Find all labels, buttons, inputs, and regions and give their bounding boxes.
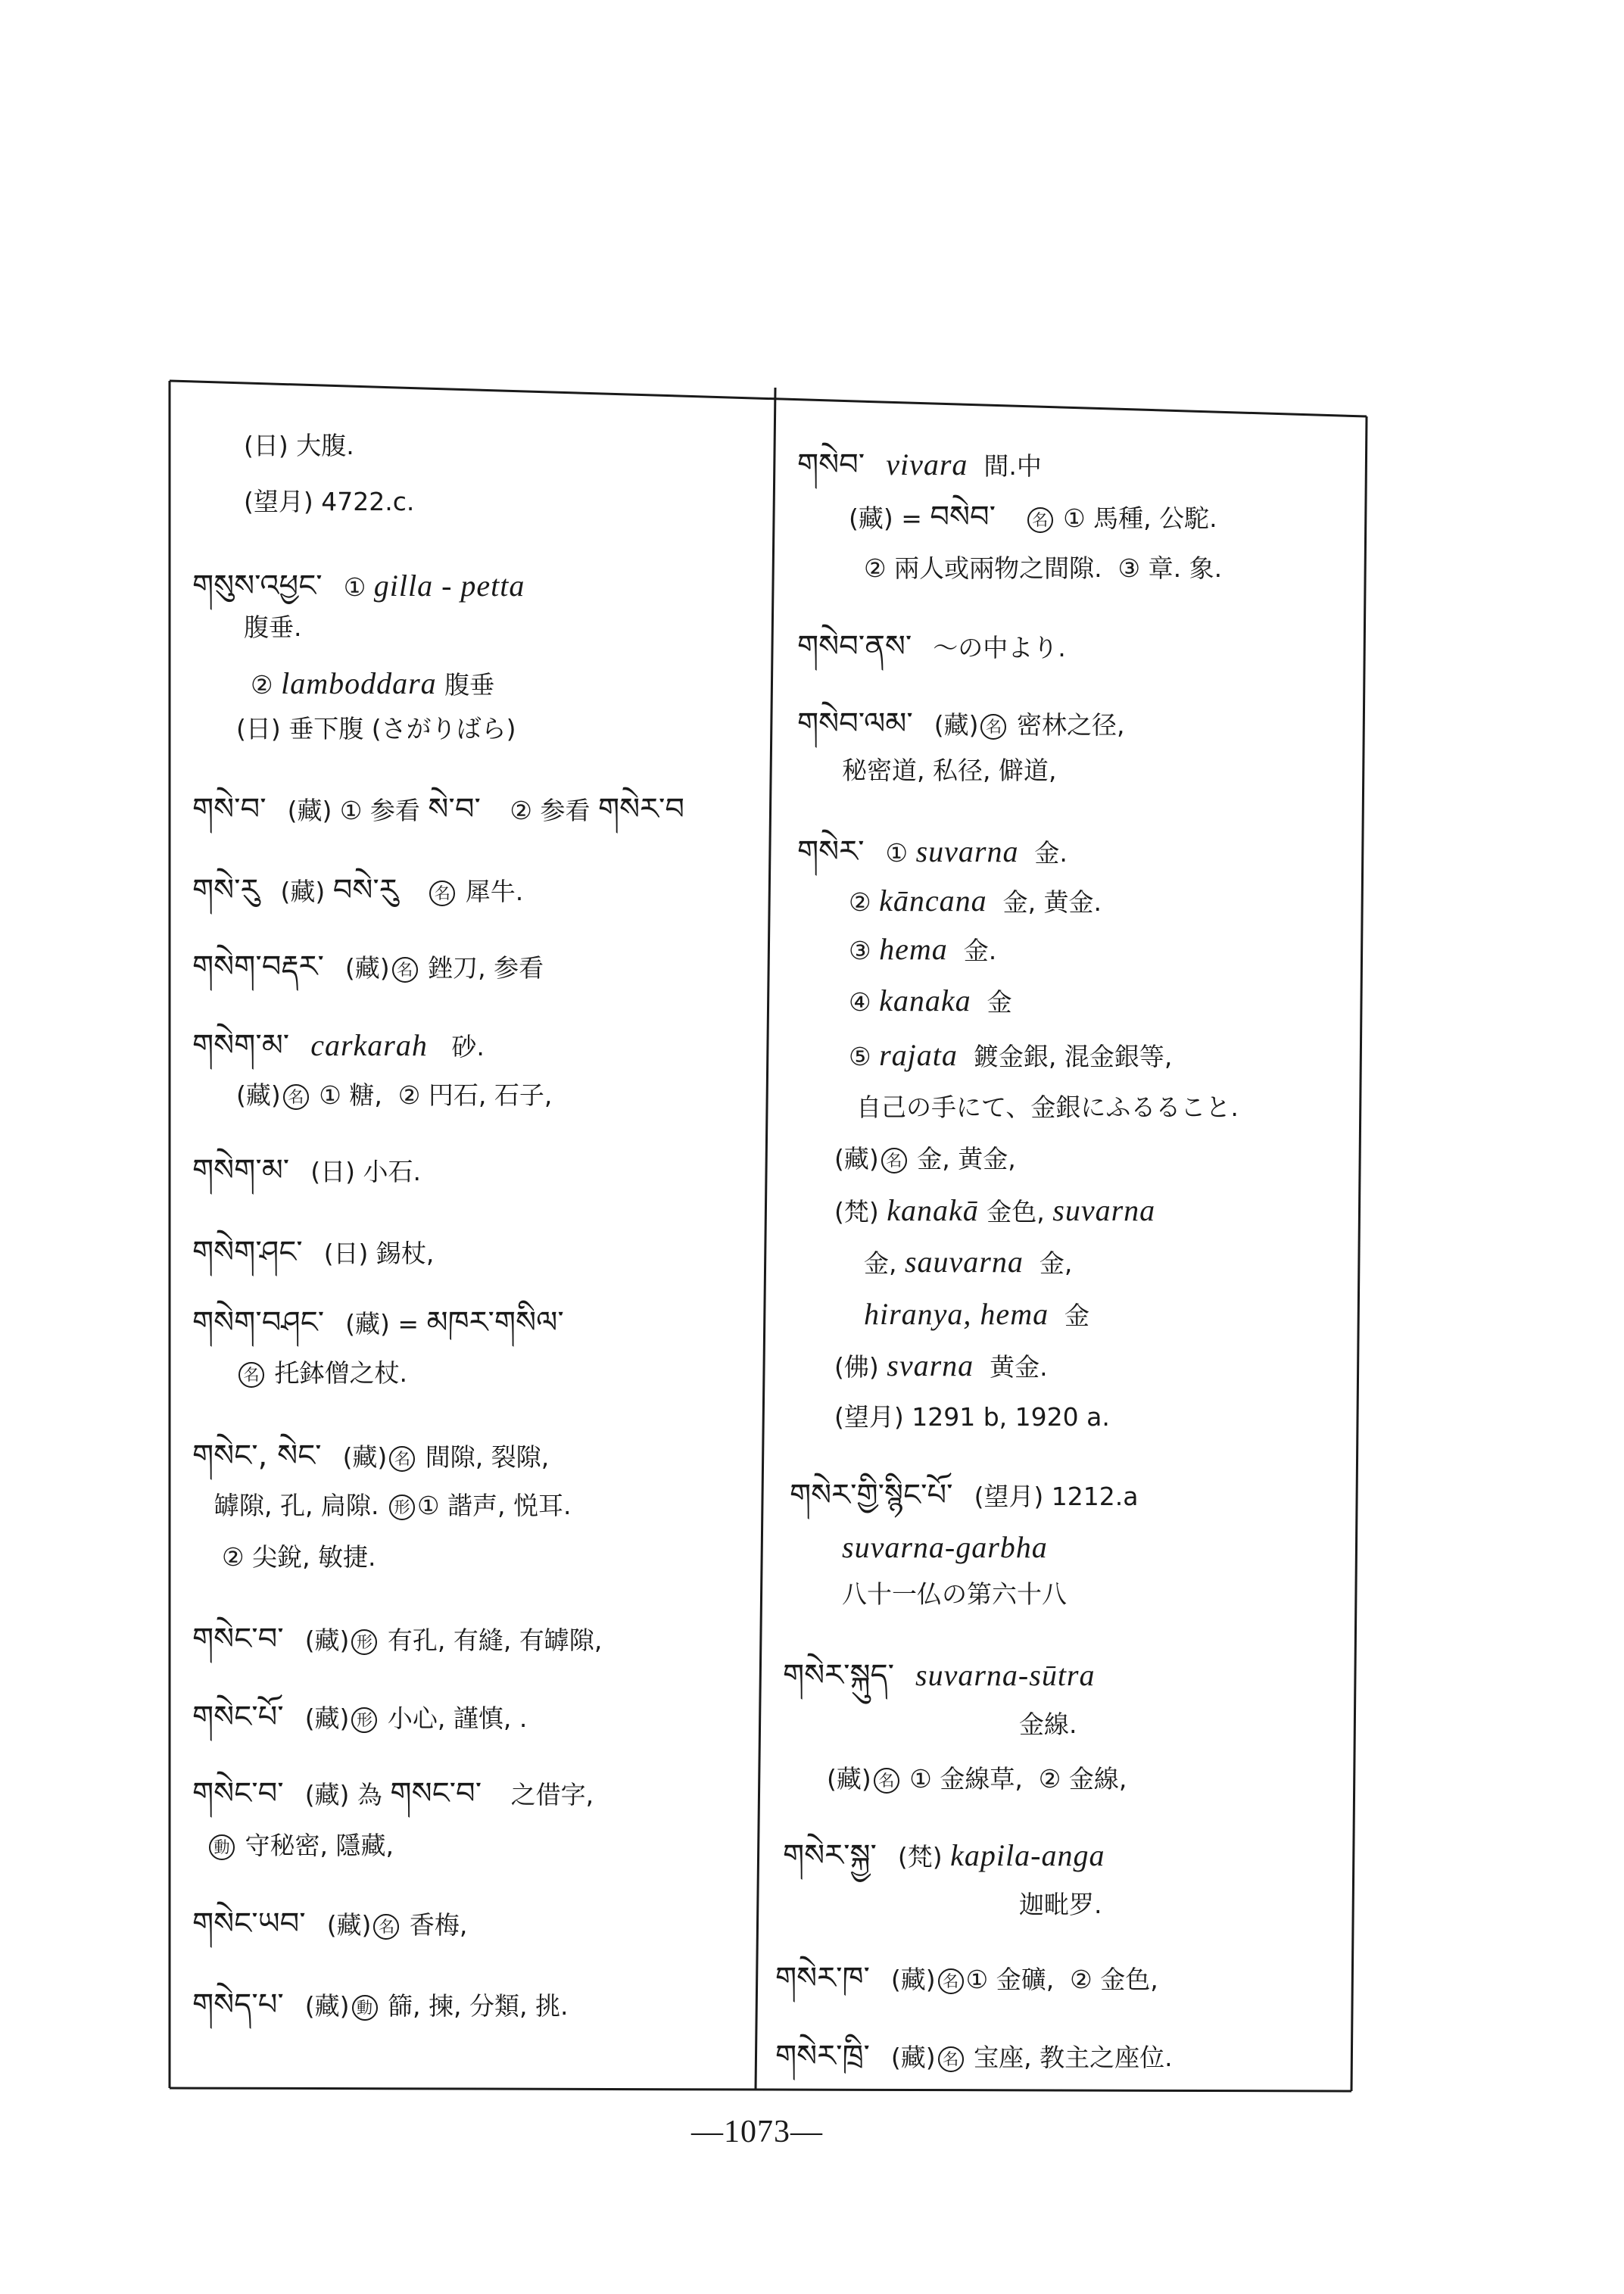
part-of-speech-marker: 名 — [1027, 507, 1053, 533]
gloss-text: 金. — [947, 936, 997, 965]
romanized-term: suvarna-sūtra — [915, 1658, 1096, 1692]
gloss-text: 有孔, 有縫, 有罅隙, — [379, 1625, 603, 1655]
gloss-text: (藏) — [280, 877, 333, 906]
gloss-text: ① — [885, 838, 916, 868]
gloss-text: (梵) — [897, 1842, 951, 1872]
entry-line — [842, 1529, 1048, 1567]
part-of-speech-marker: 名 — [392, 957, 418, 983]
gloss-text: 金色, — [978, 1197, 1053, 1226]
romanized-term: svarna — [887, 1348, 974, 1382]
entry-line — [864, 550, 1222, 587]
romanized-term: kāncana — [879, 884, 987, 918]
tibetan-headword: གསེབ་ — [797, 447, 865, 482]
gloss-text: 香梅, — [401, 1910, 468, 1940]
tibetan-headword: གསེབ་ལམ་ — [797, 706, 913, 741]
gloss-text — [1017, 503, 1025, 533]
entry-line — [1019, 1887, 1102, 1923]
gloss-text: 自己の手にて、金銀にふるること. — [856, 1092, 1239, 1122]
part-of-speech-marker: 名 — [238, 1362, 264, 1388]
entry-line — [849, 931, 996, 969]
entry-line — [856, 1089, 1239, 1126]
gloss-text: (佛) — [834, 1352, 887, 1382]
gloss-text: 金. — [1018, 838, 1068, 868]
part-of-speech-marker: 名 — [881, 1148, 907, 1173]
gloss-text: 腹垂 — [436, 670, 495, 700]
gloss-text: ① 金礦, ② 金色, — [965, 1965, 1158, 1994]
gloss-text: (藏) — [934, 710, 979, 740]
gloss-text: (藏) — [236, 1080, 281, 1110]
gloss-text: 罅隙, 孔, 扃隙. — [214, 1491, 387, 1520]
gloss-text: (日) 錫杖, — [323, 1239, 435, 1268]
part-of-speech-marker: 名 — [980, 714, 1006, 740]
gloss-text: 密林之径, — [1008, 710, 1125, 740]
gloss-text: 八十一仏の第六十八 — [842, 1579, 1067, 1609]
tibetan-headword: གསེང་བ་ — [192, 1776, 284, 1811]
romanized-term: carkarah — [310, 1028, 428, 1062]
tibetan-headword: གསང་བ་ — [390, 1776, 482, 1811]
gloss-text: 金, 黄金, — [909, 1144, 1016, 1173]
gloss-text: 黄金. — [974, 1352, 1048, 1382]
part-of-speech-marker: 名 — [373, 1914, 399, 1940]
entry-line — [849, 883, 1102, 921]
gloss-text: (藏) — [304, 1625, 350, 1655]
part-of-speech-marker: 名 — [429, 881, 455, 906]
romanized-term: hema — [879, 932, 948, 966]
gloss-text: ② 兩人或兩物之間隙. ③ 章. 象. — [864, 553, 1223, 583]
gloss-text: (藏) — [890, 1965, 936, 1994]
romanized-term: hiranya, hema — [864, 1297, 1049, 1331]
tibetan-headword: བསེ་རུ — [332, 873, 398, 908]
gloss-text: 金 — [1049, 1301, 1090, 1330]
gloss-text: 金, — [864, 1248, 905, 1278]
entry-line — [834, 1141, 1016, 1177]
gloss-text: (藏) — [827, 1764, 871, 1794]
entry-line — [783, 1657, 1096, 1695]
page-number: —1073— — [691, 2115, 823, 2149]
gloss-text: ① 糖, ② 円石, 石子, — [310, 1080, 553, 1110]
gloss-text: (藏) — [890, 2043, 936, 2072]
part-of-speech-marker: 形 — [351, 1629, 377, 1655]
entry-line — [849, 499, 1217, 537]
gloss-text: (藏) = — [849, 503, 930, 533]
gloss-text: ② 尖銳, 敏捷. — [222, 1542, 376, 1572]
gloss-text: (藏) — [326, 1910, 372, 1940]
tibetan-headword: གསེར་སྐྱ་ — [783, 1838, 877, 1873]
tibetan-headword: གསེང་བ་ — [192, 1622, 284, 1657]
tibetan-headword: གསེང་ཡབ་ — [192, 1906, 306, 1941]
tibetan-headword: གསེག་མ་ — [192, 1153, 290, 1188]
tibetan-headword: གསེར་གྱི་སྙིང་པོ་ — [790, 1478, 953, 1513]
part-of-speech-marker: 名 — [874, 1768, 899, 1794]
tibetan-headword: གསེར་ཁྲི་ — [775, 2039, 870, 2074]
gloss-text: (藏) 為 — [304, 1780, 391, 1809]
entry-line — [1019, 1706, 1077, 1743]
romanized-term: kanakā — [887, 1193, 979, 1227]
gloss-text: 腹垂. — [244, 612, 302, 642]
romanized-term: suvarna — [915, 834, 1019, 868]
gloss-text: 銼刀, 参看 — [419, 953, 544, 983]
part-of-speech-marker: 名 — [389, 1446, 415, 1472]
tibetan-headword: གསེར་སྐུད་ — [783, 1658, 895, 1693]
romanized-term: rajata — [879, 1038, 958, 1072]
gloss-text: (藏) ① 参看 — [287, 796, 429, 825]
entry-line — [864, 1296, 1089, 1334]
gloss-text: (望月) 1212.a — [974, 1482, 1139, 1511]
gloss-text: ① 金線草, ② 金線, — [901, 1764, 1127, 1794]
entry-line — [775, 2038, 1173, 2076]
part-of-speech-marker: 動 — [209, 1834, 235, 1860]
gloss-text: 之借字, — [503, 1780, 594, 1809]
tibetan-headword: གསེར་བ — [597, 792, 685, 827]
gloss-text: ② — [849, 887, 880, 917]
gloss-text: (藏) — [834, 1144, 879, 1173]
entry-line — [783, 1837, 1105, 1875]
gloss-text: 宝座, 教主之座位. — [965, 2043, 1173, 2072]
part-of-speech-marker: 動 — [352, 1995, 378, 2021]
gloss-text: 金線. — [1019, 1710, 1077, 1739]
entry-line — [827, 1761, 1127, 1797]
gloss-text: (藏) — [304, 1703, 350, 1733]
gloss-text: 托鉢僧之杖. — [267, 1358, 407, 1388]
romanized-term: vivara — [886, 447, 968, 482]
tibetan-headword: མཁར་གསིལ་ — [426, 1305, 564, 1340]
tibetan-headword: གསེབ་ནས་ — [797, 629, 912, 664]
tibetan-headword: གསེར་ཁ་ — [775, 1961, 870, 1996]
tibetan-headword: གསེ་བ་ — [192, 792, 267, 827]
entry-line — [849, 983, 1012, 1021]
tibetan-headword: གསེང་པོ་ — [192, 1700, 284, 1735]
gloss-text: ③ — [849, 936, 880, 965]
gloss-text: 金, 黄金. — [987, 887, 1102, 917]
gloss-text: (藏) — [344, 953, 390, 983]
romanized-term: kanaka — [879, 983, 971, 1018]
gloss-text: (藏) — [342, 1442, 388, 1472]
part-of-speech-marker: 名 — [938, 2046, 964, 2072]
gloss-text: ～の中より. — [933, 633, 1066, 662]
romanized-term: sauvarna — [904, 1245, 1024, 1279]
entry-line — [797, 834, 1068, 871]
romanized-term: kapila-anga — [950, 1838, 1105, 1872]
gloss-text: (日) 大腹. — [244, 431, 354, 460]
gloss-text: 迦毗罗. — [1019, 1890, 1102, 1919]
gloss-text: (望月) 1291 b, 1920 a. — [834, 1402, 1110, 1432]
gloss-text: 金, — [1023, 1248, 1073, 1278]
tibetan-headword: གསེང་, སེང་ — [192, 1438, 322, 1473]
entry-line — [842, 753, 1056, 789]
entry-line — [797, 447, 1042, 485]
entry-line — [864, 1244, 1072, 1282]
gloss-text: 間隙, 裂隙, — [417, 1442, 550, 1472]
gloss-text: 篩, 揀, 分類, 挑. — [379, 1991, 569, 2021]
gloss-text: 鍍金銀, 混金銀等, — [957, 1042, 1173, 1071]
gloss-text: 守秘密, 隱藏, — [237, 1831, 394, 1860]
gloss-text: 間.中 — [968, 451, 1042, 481]
gloss-text: (藏) — [304, 1991, 350, 2021]
tibetan-headword: གསུས་འཕྱང་ — [192, 569, 323, 603]
tibetan-headword: གསེག་བཤང་ — [192, 1305, 325, 1340]
entry-line — [849, 1037, 1172, 1075]
gloss-text: (日) 垂下腹 (さがりばら) — [236, 714, 516, 743]
gloss-text: 秘密道, 私径, 僻道, — [842, 756, 1057, 785]
entry-line — [797, 628, 1066, 666]
romanized-term: suvarna-garbha — [842, 1530, 1048, 1564]
entry-line — [834, 1348, 1048, 1385]
part-of-speech-marker: 名 — [283, 1084, 309, 1110]
gloss-text: ⑤ — [849, 1042, 880, 1071]
tibetan-headword: གསེད་པ་ — [192, 1987, 284, 2022]
romanized-term: suvarna — [1052, 1193, 1156, 1227]
part-of-speech-marker: 形 — [351, 1707, 377, 1733]
entry-line — [797, 706, 1124, 743]
tibetan-headword: བསེབ་ — [930, 500, 996, 535]
entry-line — [842, 1576, 1067, 1613]
gloss-text: 犀牛. — [457, 877, 524, 906]
gloss-text: ① — [343, 572, 374, 602]
gloss-text: 金 — [971, 987, 1012, 1017]
entry-line — [790, 1477, 1139, 1515]
gloss-text: (日) 小石. — [310, 1157, 421, 1186]
gloss-text: 小心, 謹慎, . — [379, 1703, 528, 1733]
tibetan-headword: གསེ་རུ — [192, 873, 260, 908]
tibetan-headword: གསེག་བརྡར་ — [192, 949, 324, 984]
part-of-speech-marker: 形 — [389, 1495, 415, 1520]
entry-line — [775, 1960, 1158, 1998]
gloss-text: 砂. — [427, 1032, 485, 1061]
tibetan-headword: སེ་བ་ — [428, 792, 481, 827]
romanized-term: lamboddara — [281, 666, 437, 700]
gloss-text: (望月) 4722.c. — [244, 487, 415, 516]
gloss-text: ④ — [849, 987, 880, 1017]
romanized-term: gilla - petta — [373, 569, 525, 603]
tibetan-headword: གསེར་ — [797, 834, 865, 869]
entry-line — [834, 1399, 1110, 1435]
gloss-text: (藏) = — [345, 1309, 427, 1339]
gloss-text: ① 馬種, 公駝. — [1055, 503, 1217, 533]
entry-line — [834, 1192, 1155, 1230]
gloss-text: ② — [251, 670, 282, 700]
tibetan-headword: གསེག་ཤང་ — [192, 1235, 303, 1270]
gloss-text: ① 諧声, 悦耳. — [416, 1491, 572, 1520]
part-of-speech-marker: 名 — [938, 1968, 964, 1994]
gloss-text: (梵) — [834, 1197, 887, 1226]
gloss-text: ② 参看 — [501, 796, 598, 825]
tibetan-headword: གསེག་མ་ — [192, 1028, 290, 1063]
